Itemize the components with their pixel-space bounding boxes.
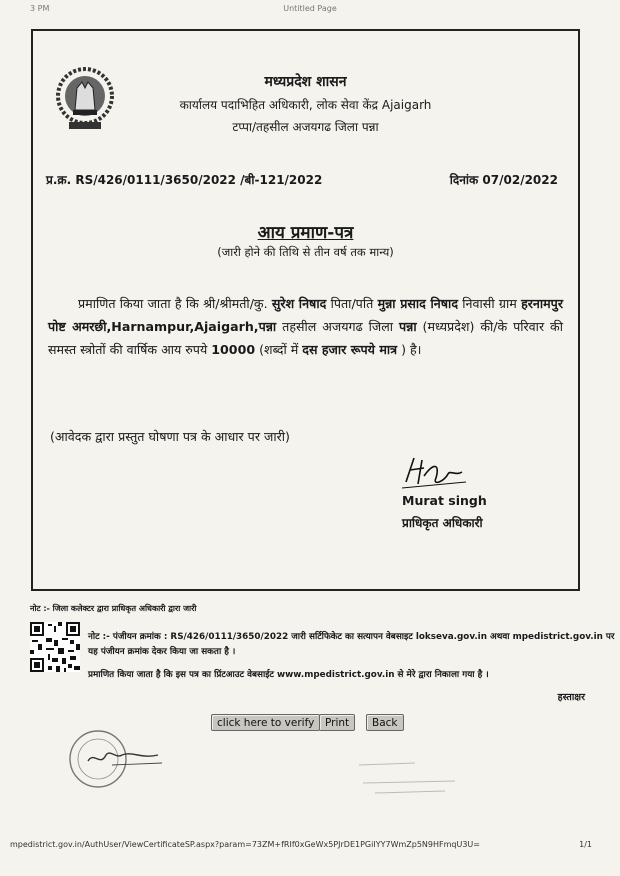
print-time: 3 PM xyxy=(30,4,50,13)
signature-icon xyxy=(400,452,470,492)
body-text: तहसील अजयगढ जिला xyxy=(276,319,400,334)
page-number: 1/1 xyxy=(579,840,592,849)
qr-code-icon xyxy=(30,622,80,672)
government-name: मध्यप्रदेश शासन xyxy=(264,74,347,90)
district-name: पन्ना xyxy=(399,319,417,334)
body-text: ) है। xyxy=(397,342,422,357)
body-text: (शब्दों में xyxy=(255,342,303,357)
back-button[interactable]: Back xyxy=(366,714,404,731)
issue-date: दिनांक 07/02/2022 xyxy=(449,173,558,187)
office-name: कार्यालय पदाभिहित अधिकारी, लोक सेवा केंद्र Ajaigarh xyxy=(179,98,432,112)
body-text: (मध्यप्रदेश) की/के परिवार की समस्त स्त्रोतों की वार्षिक आय रुपये xyxy=(48,319,563,357)
applicant-name: सुरेश निषाद xyxy=(271,296,327,311)
reference-number: प्र.क्र. RS/426/0111/3650/2022 /बी-121/2022 xyxy=(46,173,323,187)
print-button[interactable]: Print xyxy=(319,714,355,731)
printout-declaration: प्रमाणित किया जाता है कि इस पत्र का प्रिंटआउट वेबसाईट www.mpedistrict.gov.in से मेरे द्वारा निकाला गया है । xyxy=(88,670,489,680)
verify-button[interactable]: click here to verify xyxy=(211,714,320,731)
signatory-name: Murat singh xyxy=(402,493,487,508)
page-url: mpedistrict.gov.in/AuthUser/ViewCertificateSP.aspx?param=73ZM+fRIf0xGeWx5PJrDE1PGiIYY7WmZp5N9HFmqU3U= xyxy=(10,840,480,849)
faint-reverse-stamp-icon xyxy=(355,745,465,800)
body-text: प्रमाणित किया जाता है कि श्री/श्रीमती/कु. xyxy=(78,296,272,311)
father-name: मुन्ना प्रसाद निषाद xyxy=(377,296,458,311)
signature-label: हस्ताक्षर xyxy=(557,692,585,703)
issue-basis: (आवेदक द्वारा प्रस्तुत घोषणा पत्र के आधार पर जारी) xyxy=(50,429,290,444)
certificate-title: आय प्रमाण-पत्र xyxy=(257,223,354,243)
certificate-validity: (जारी होने की तिथि से तीन वर्ष तक मान्य) xyxy=(217,245,394,259)
income-amount-words: दस हजार रूपये मात्र xyxy=(302,342,398,357)
body-text: निवासी ग्राम xyxy=(458,296,522,311)
verification-note: नोट :- पंजीयन क्रमांक : RS/426/0111/3650/2022 जारी सर्टिफिकेट का सत्यापन वेबसाइट lokseva.gov.in अथवा mpedistrict.gov.in पर xyxy=(88,632,615,642)
print-page-title: Untitled Page xyxy=(283,4,337,13)
region-line: टप्पा/तहसील अजयगढ जिला पन्ना xyxy=(232,120,379,134)
verification-note-cont: यह पंजीयन क्रमांक देकर किया जा सकता है । xyxy=(88,647,236,657)
certificate-body xyxy=(48,292,563,361)
body-text: पिता/पति xyxy=(326,296,378,311)
income-amount: 10000 xyxy=(211,342,256,357)
official-stamp-icon xyxy=(62,725,172,795)
applicant-address: हरनामपुर पोष्ट अमरछी,Harnampur,Ajaigarh,पन्ना xyxy=(48,296,563,334)
signatory-title: प्राधिकृत अधिकारी xyxy=(402,516,483,530)
issuer-note: नोट :- जिला कलेक्टर द्वारा प्राधिकृत अधिकारी द्वारा जारी xyxy=(30,604,197,613)
